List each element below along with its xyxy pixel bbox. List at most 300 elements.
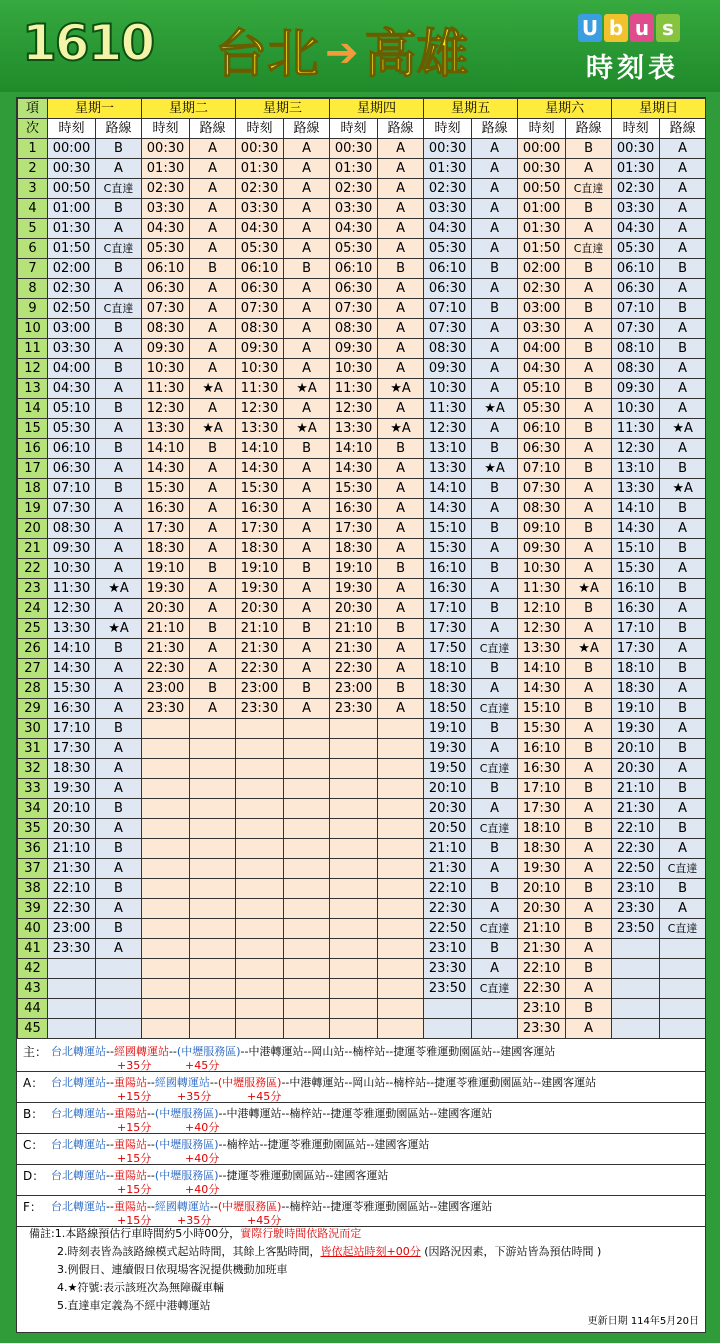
route-code: A — [566, 1019, 612, 1039]
route-code: B — [660, 579, 706, 599]
time-column-header: 時刻 — [236, 119, 284, 139]
departure-time: 10:30 — [236, 359, 284, 379]
row-index: 23 — [18, 579, 48, 599]
departure-time: 02:00 — [518, 259, 566, 279]
route-code: A — [96, 519, 142, 539]
departure-time: 20:10 — [424, 779, 472, 799]
route-code: B — [378, 679, 424, 699]
departure-time: 19:30 — [142, 579, 190, 599]
route-code — [190, 899, 236, 919]
departure-time: 12:30 — [236, 399, 284, 419]
departure-time: 13:10 — [424, 439, 472, 459]
departure-time: 07:30 — [142, 299, 190, 319]
departure-time: 05:30 — [236, 239, 284, 259]
legend-segment: --中港轉運站--岡山站--楠梓站--捷運苓雅運動園區站--建國客運站 — [281, 1076, 597, 1089]
route-code — [284, 899, 330, 919]
legend-segment: (中壢服務區) — [154, 1138, 219, 1151]
departure-time — [236, 939, 284, 959]
route-code: A — [472, 199, 518, 219]
route-code — [378, 719, 424, 739]
departure-time: 02:30 — [330, 179, 378, 199]
departure-time: 09:30 — [424, 359, 472, 379]
route-code: A — [660, 359, 706, 379]
table-row — [18, 939, 706, 959]
route-code: A — [660, 319, 706, 339]
row-index: 22 — [18, 559, 48, 579]
route-code: B — [96, 319, 142, 339]
departure-time: 06:30 — [236, 279, 284, 299]
route-code — [190, 879, 236, 899]
ubus-logo — [578, 14, 708, 84]
legend-segment: -- — [146, 1107, 155, 1120]
route-code: A — [472, 539, 518, 559]
departure-time — [330, 759, 378, 779]
departure-time: 14:30 — [612, 519, 660, 539]
departure-time: 16:30 — [330, 499, 378, 519]
legend-segment: 重陽站 — [113, 1107, 147, 1120]
route-code: A — [284, 499, 330, 519]
route-code: A — [284, 319, 330, 339]
row-index: 27 — [18, 659, 48, 679]
departure-time: 03:30 — [518, 319, 566, 339]
route-code: B — [96, 399, 142, 419]
legend-key: B： — [23, 1107, 44, 1121]
departure-time: 18:30 — [518, 839, 566, 859]
departure-time: 19:30 — [612, 719, 660, 739]
legend-key: D： — [23, 1169, 45, 1183]
route-code: A — [660, 219, 706, 239]
departure-time: 19:30 — [48, 779, 96, 799]
departure-time — [236, 839, 284, 859]
departure-time: 15:30 — [518, 719, 566, 739]
departure-time: 15:30 — [142, 479, 190, 499]
departure-time: 23:30 — [424, 959, 472, 979]
route-code: ★A — [96, 619, 142, 639]
route-code: A — [660, 279, 706, 299]
route-code — [284, 779, 330, 799]
departure-time: 01:00 — [518, 199, 566, 219]
route-code: A — [472, 619, 518, 639]
departure-time: 22:30 — [48, 899, 96, 919]
route-code: B — [660, 699, 706, 719]
departure-time: 23:50 — [612, 919, 660, 939]
legend-segment: -- — [209, 1076, 218, 1089]
route-code: B — [472, 779, 518, 799]
day-header: 星期五 — [424, 99, 518, 119]
legend-minutes: +40分 — [185, 1183, 220, 1196]
departure-time: 17:10 — [612, 619, 660, 639]
departure-time — [330, 819, 378, 839]
update-date: 更新日期 114年5月20日 — [587, 1316, 699, 1327]
departure-time: 21:30 — [142, 639, 190, 659]
table-row — [18, 319, 706, 339]
departure-time — [612, 959, 660, 979]
legend-segment: --中港轉運站--岡山站--楠梓站--捷運苓雅運動園區站--建國客運站 — [240, 1045, 556, 1058]
row-index: 39 — [18, 899, 48, 919]
departure-time: 01:30 — [142, 159, 190, 179]
row-index: 42 — [18, 959, 48, 979]
departure-time: 20:10 — [612, 739, 660, 759]
route-code — [96, 979, 142, 999]
departure-time: 02:00 — [48, 259, 96, 279]
departure-time: 22:50 — [612, 859, 660, 879]
row-index: 29 — [18, 699, 48, 719]
departure-time — [48, 1019, 96, 1039]
departure-time: 02:30 — [518, 279, 566, 299]
route-code: ★A — [472, 459, 518, 479]
departure-time: 07:30 — [424, 319, 472, 339]
departure-time: 03:00 — [518, 299, 566, 319]
departure-time — [330, 779, 378, 799]
route-code: A — [284, 179, 330, 199]
departure-time — [142, 799, 190, 819]
route-code: A — [472, 679, 518, 699]
route-code: A — [190, 579, 236, 599]
route-code: B — [96, 139, 142, 159]
departure-time — [236, 819, 284, 839]
departure-time: 14:30 — [518, 679, 566, 699]
row-index: 43 — [18, 979, 48, 999]
legend-segment: (中壢服務區) — [154, 1169, 219, 1182]
route-code: A — [96, 659, 142, 679]
departure-time: 15:30 — [612, 559, 660, 579]
departure-time: 22:10 — [424, 879, 472, 899]
route-code: A — [378, 159, 424, 179]
route-code: ★A — [190, 379, 236, 399]
route-code: A — [660, 599, 706, 619]
departure-time: 23:30 — [142, 699, 190, 719]
route-code: A — [472, 339, 518, 359]
route-code: A — [566, 939, 612, 959]
route-code — [284, 979, 330, 999]
route-code: A — [190, 599, 236, 619]
route-code: A — [284, 299, 330, 319]
departure-time: 12:30 — [48, 599, 96, 619]
route-code: B — [378, 559, 424, 579]
legend-segment: -- — [106, 1200, 114, 1213]
row-index: 25 — [18, 619, 48, 639]
departure-time: 16:10 — [518, 739, 566, 759]
route-code: A — [96, 739, 142, 759]
departure-time: 15:30 — [48, 679, 96, 699]
departure-time: 19:50 — [424, 759, 472, 779]
route-code: ★A — [378, 379, 424, 399]
row-index: 13 — [18, 379, 48, 399]
departure-time: 00:30 — [236, 139, 284, 159]
departure-time — [612, 1019, 660, 1039]
departure-time — [142, 919, 190, 939]
departure-time: 08:10 — [612, 339, 660, 359]
departure-time: 21:10 — [48, 839, 96, 859]
row-index: 16 — [18, 439, 48, 459]
departure-time: 05:30 — [48, 419, 96, 439]
row-index: 3 — [18, 179, 48, 199]
logo-letter: b — [604, 14, 628, 42]
route-code: A — [284, 159, 330, 179]
route-code: B — [284, 679, 330, 699]
departure-time — [142, 879, 190, 899]
departure-time — [142, 759, 190, 779]
route-code: B — [472, 719, 518, 739]
route-code: A — [472, 379, 518, 399]
departure-time: 04:00 — [518, 339, 566, 359]
route-code — [284, 919, 330, 939]
departure-time: 05:10 — [48, 399, 96, 419]
departure-time — [142, 959, 190, 979]
route-code: B — [190, 439, 236, 459]
route-code — [284, 999, 330, 1019]
day-header: 星期二 — [142, 99, 236, 119]
route-code: A — [96, 419, 142, 439]
departure-time: 23:00 — [48, 919, 96, 939]
legend-minutes: +15分 — [117, 1090, 152, 1103]
route-code: B — [284, 439, 330, 459]
departure-time: 06:10 — [142, 259, 190, 279]
route-code: A — [472, 279, 518, 299]
departure-time: 02:30 — [612, 179, 660, 199]
index-header: 項 — [18, 99, 48, 119]
departure-time: 06:30 — [142, 279, 190, 299]
route-code — [190, 779, 236, 799]
departure-time: 23:10 — [424, 939, 472, 959]
departure-time — [142, 999, 190, 1019]
day-header: 星期四 — [330, 99, 424, 119]
route-code: C直達 — [472, 979, 518, 999]
route-code: B — [190, 679, 236, 699]
departure-time: 21:10 — [236, 619, 284, 639]
route-code: A — [96, 219, 142, 239]
route-code: A — [660, 639, 706, 659]
departure-time: 22:30 — [330, 659, 378, 679]
route-code: A — [190, 319, 236, 339]
route-code: B — [566, 999, 612, 1019]
route-code: B — [566, 819, 612, 839]
departure-time — [48, 959, 96, 979]
departure-time: 17:10 — [518, 779, 566, 799]
route-code: A — [472, 179, 518, 199]
departure-time: 16:30 — [48, 699, 96, 719]
route-code: A — [378, 339, 424, 359]
departure-time: 06:30 — [48, 459, 96, 479]
departure-time: 18:30 — [424, 679, 472, 699]
route-code: A — [284, 599, 330, 619]
departure-time: 23:00 — [236, 679, 284, 699]
route-code: B — [190, 259, 236, 279]
route-code: B — [566, 379, 612, 399]
departure-time — [236, 899, 284, 919]
departure-time: 04:30 — [424, 219, 472, 239]
route-code: A — [284, 219, 330, 239]
table-row — [18, 239, 706, 259]
route-code: A — [96, 699, 142, 719]
route-code: A — [472, 859, 518, 879]
legend-route — [51, 1136, 429, 1152]
departure-time: 19:10 — [330, 559, 378, 579]
departure-time: 21:10 — [330, 619, 378, 639]
legend-segment: (中壢服務區) — [217, 1076, 282, 1089]
departure-time: 07:30 — [612, 319, 660, 339]
route-column-header: 路線 — [660, 119, 706, 139]
legend-segment: 經國轉運站 — [154, 1200, 210, 1213]
route-code: B — [472, 559, 518, 579]
route-code: B — [472, 479, 518, 499]
route-code: A — [566, 619, 612, 639]
row-index: 33 — [18, 779, 48, 799]
departure-time — [330, 799, 378, 819]
departure-time: 22:30 — [612, 839, 660, 859]
departure-time: 20:30 — [48, 819, 96, 839]
departure-time: 08:30 — [518, 499, 566, 519]
departure-time: 07:10 — [612, 299, 660, 319]
timetable-panel — [16, 97, 706, 1333]
legend-segment: 重陽站 — [113, 1169, 147, 1182]
departure-time: 09:30 — [142, 339, 190, 359]
departure-time: 06:30 — [612, 279, 660, 299]
route-code — [378, 739, 424, 759]
departure-time: 09:30 — [330, 339, 378, 359]
route-code: A — [566, 559, 612, 579]
departure-time: 00:30 — [612, 139, 660, 159]
route-code — [378, 759, 424, 779]
day-header: 星期一 — [48, 99, 142, 119]
route-code: B — [472, 659, 518, 679]
departure-time — [612, 999, 660, 1019]
route-code — [660, 979, 706, 999]
route-code — [96, 999, 142, 1019]
route-code: C直達 — [96, 179, 142, 199]
route-code: C直達 — [472, 819, 518, 839]
departure-time: 04:30 — [142, 219, 190, 239]
departure-time: 00:50 — [48, 179, 96, 199]
route-code: ★A — [566, 639, 612, 659]
legend-segment: -- — [106, 1169, 114, 1182]
route-code — [378, 879, 424, 899]
destination: 高雄 — [364, 25, 469, 85]
table-row — [18, 359, 706, 379]
route-code — [378, 899, 424, 919]
route-code: B — [566, 259, 612, 279]
departure-time: 20:10 — [48, 799, 96, 819]
row-index: 10 — [18, 319, 48, 339]
route-code — [284, 839, 330, 859]
departure-time: 18:10 — [424, 659, 472, 679]
row-index: 24 — [18, 599, 48, 619]
legend-segment: -- — [146, 1076, 155, 1089]
route-code: ★A — [660, 419, 706, 439]
note-4: 4.★符號:表示該班次為無障礙車輛 — [57, 1281, 225, 1294]
departure-time: 20:30 — [518, 899, 566, 919]
time-column-header: 時刻 — [424, 119, 472, 139]
table-row — [18, 619, 706, 639]
departure-time: 18:30 — [236, 539, 284, 559]
route-code: ★A — [566, 579, 612, 599]
route-code: B — [566, 299, 612, 319]
departure-time: 13:30 — [142, 419, 190, 439]
departure-time: 00:30 — [330, 139, 378, 159]
route-code: A — [378, 299, 424, 319]
departure-time: 22:10 — [612, 819, 660, 839]
route-code: ★A — [660, 479, 706, 499]
departure-time: 11:30 — [330, 379, 378, 399]
route-code — [378, 799, 424, 819]
route-code — [284, 739, 330, 759]
departure-time — [424, 999, 472, 1019]
departure-time: 10:30 — [612, 399, 660, 419]
route-column-header: 路線 — [472, 119, 518, 139]
departure-time — [330, 919, 378, 939]
route-code: A — [378, 599, 424, 619]
time-column-header: 時刻 — [142, 119, 190, 139]
route-code: A — [96, 339, 142, 359]
departure-time — [236, 879, 284, 899]
legend-segment: -- — [106, 1076, 114, 1089]
departure-time — [236, 719, 284, 739]
table-row — [18, 419, 706, 439]
route-code — [190, 839, 236, 859]
departure-time: 23:30 — [518, 1019, 566, 1039]
route-code: A — [96, 939, 142, 959]
departure-time: 01:30 — [424, 159, 472, 179]
route-code: A — [96, 159, 142, 179]
legend-segment: --捷運苓雅運動園區站--建國客運站 — [218, 1169, 389, 1182]
route-code: A — [660, 239, 706, 259]
departure-time: 22:50 — [424, 919, 472, 939]
departure-time: 14:10 — [330, 439, 378, 459]
route-code: C直達 — [96, 299, 142, 319]
departure-time — [330, 959, 378, 979]
legend-minutes: +40分 — [185, 1121, 220, 1134]
legend-segment: 台北轉運站 — [51, 1138, 106, 1151]
departure-time: 21:10 — [424, 839, 472, 859]
route-code: B — [660, 879, 706, 899]
route-code: C直達 — [660, 919, 706, 939]
route-code: A — [284, 519, 330, 539]
departure-time — [48, 979, 96, 999]
table-row — [18, 159, 706, 179]
departure-time: 03:30 — [236, 199, 284, 219]
route-column-header: 路線 — [378, 119, 424, 139]
route-code: C直達 — [472, 699, 518, 719]
departure-time: 14:30 — [236, 459, 284, 479]
departure-time — [330, 859, 378, 879]
table-row — [18, 199, 706, 219]
row-index: 28 — [18, 679, 48, 699]
route-code: A — [190, 199, 236, 219]
departure-time: 18:50 — [424, 699, 472, 719]
departure-time: 15:10 — [424, 519, 472, 539]
route-code: A — [566, 399, 612, 419]
departure-time: 13:30 — [48, 619, 96, 639]
route-code: A — [566, 979, 612, 999]
departure-time: 21:30 — [236, 639, 284, 659]
departure-time: 05:30 — [424, 239, 472, 259]
route-code: A — [190, 639, 236, 659]
route-code: A — [190, 219, 236, 239]
legend-minutes: +15分 — [117, 1214, 152, 1227]
departure-time: 01:00 — [48, 199, 96, 219]
route-code: B — [472, 599, 518, 619]
departure-time: 14:30 — [48, 659, 96, 679]
route-code: B — [566, 959, 612, 979]
route-code — [190, 959, 236, 979]
departure-time — [142, 739, 190, 759]
table-row — [18, 899, 706, 919]
departure-time — [236, 979, 284, 999]
departure-time: 00:30 — [48, 159, 96, 179]
route-code: B — [378, 439, 424, 459]
route-code: B — [566, 779, 612, 799]
route-code: A — [566, 479, 612, 499]
